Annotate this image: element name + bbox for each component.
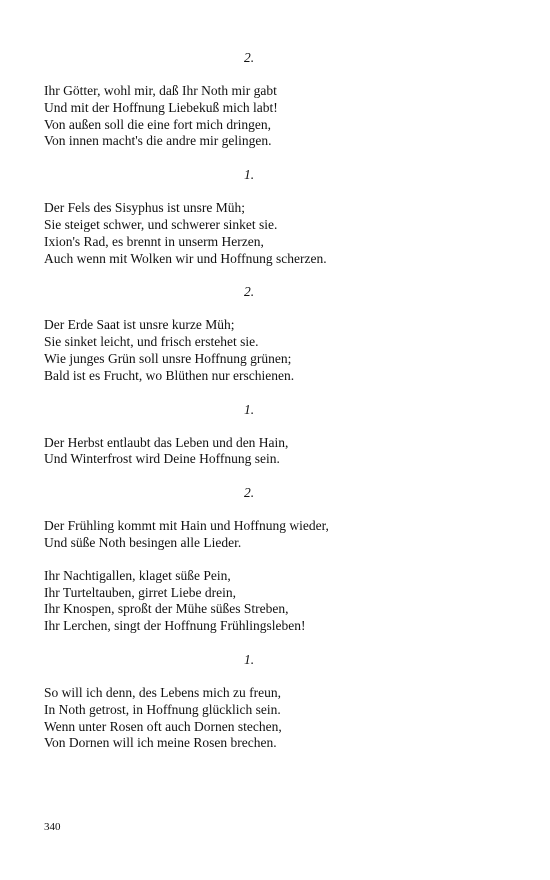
stanza bbox=[44, 200, 454, 267]
spacer bbox=[44, 752, 454, 768]
stanza bbox=[44, 568, 454, 635]
verse-line: Bald ist es Frucht, wo Blüthen nur erschienen. bbox=[44, 367, 295, 383]
verse-line: Der Herbst entlaubt das Leben und den Hain, bbox=[44, 434, 289, 450]
spacer bbox=[44, 419, 454, 435]
spacer bbox=[44, 301, 454, 317]
verse-line: Der Frühling kommt mit Hain und Hoffnung wieder, bbox=[44, 518, 329, 534]
stanza bbox=[44, 83, 454, 150]
verse-line: Ixion's Rad, es brennt in unserm Herzen, bbox=[44, 233, 264, 249]
verse-line: Von außen soll die eine fort mich dringen, bbox=[44, 116, 271, 132]
speaker-label: 2. bbox=[243, 485, 255, 501]
speaker-label: 2. bbox=[243, 50, 255, 65]
stanza bbox=[44, 317, 454, 384]
verse-line: Sie sinket leicht, und frisch erstehet sie. bbox=[44, 334, 259, 350]
verse-line: Ihr Turteltauben, girret Liebe drein, bbox=[44, 584, 236, 600]
spacer bbox=[44, 150, 454, 166]
spacer bbox=[44, 502, 454, 518]
verse-line: So will ich denn, des Lebens mich zu freun, bbox=[44, 684, 281, 700]
speaker-label: 2. bbox=[243, 284, 255, 300]
verse-line: Und süße Noth besingen alle Lieder. bbox=[44, 534, 242, 550]
speaker-label: 1. bbox=[243, 401, 255, 417]
stanza bbox=[44, 685, 454, 752]
verse-line: Und mit der Hoffnung Liebekuß mich labt! bbox=[44, 99, 278, 115]
verse-line: Sie steiget schwer, und schwerer sinket sie. bbox=[44, 216, 278, 232]
spacer bbox=[44, 552, 454, 568]
verse-line: Und Winterfrost wird Deine Hoffnung sein. bbox=[44, 451, 280, 467]
verse-line: Wenn unter Rosen oft auch Dornen stechen, bbox=[44, 718, 282, 734]
spacer bbox=[44, 468, 454, 484]
speaker-label: 1. bbox=[243, 167, 255, 183]
verse-line: Von Dornen will ich meine Rosen brechen. bbox=[44, 735, 277, 751]
spacer bbox=[44, 635, 454, 651]
verse-line: In Noth getrost, in Hoffnung glücklich sein. bbox=[44, 701, 281, 717]
verse-line: Der Fels des Sisyphus ist unsre Müh; bbox=[44, 200, 246, 216]
verse-line: Ihr Götter, wohl mir, daß Ihr Noth mir gabt bbox=[44, 83, 277, 98]
verse-line: Wie junges Grün soll unsre Hoffnung grünen; bbox=[44, 350, 292, 366]
spacer bbox=[44, 669, 454, 685]
spacer bbox=[44, 267, 454, 283]
spacer bbox=[44, 385, 454, 401]
verse-line: Auch wenn mit Wolken wir und Hoffnung scherzen. bbox=[44, 250, 327, 266]
verse-line: Ihr Knospen, sproßt der Mühe süßes Streben, bbox=[44, 601, 289, 617]
verse-line: Ihr Nachtigallen, klaget süße Pein, bbox=[44, 567, 231, 583]
verse-line: Von innen macht's die andre mir gelingen. bbox=[44, 133, 272, 149]
poem-text bbox=[44, 49, 454, 768]
spacer bbox=[44, 67, 454, 83]
stanza bbox=[44, 435, 454, 469]
verse-line: Ihr Lerchen, singt der Hoffnung Frühlingsleben! bbox=[44, 618, 306, 634]
verse-line: Der Erde Saat ist unsre kurze Müh; bbox=[44, 317, 235, 333]
stanza bbox=[44, 518, 454, 552]
speaker-label: 1. bbox=[243, 651, 255, 667]
page-number: 340 bbox=[44, 821, 61, 833]
spacer bbox=[44, 184, 454, 200]
